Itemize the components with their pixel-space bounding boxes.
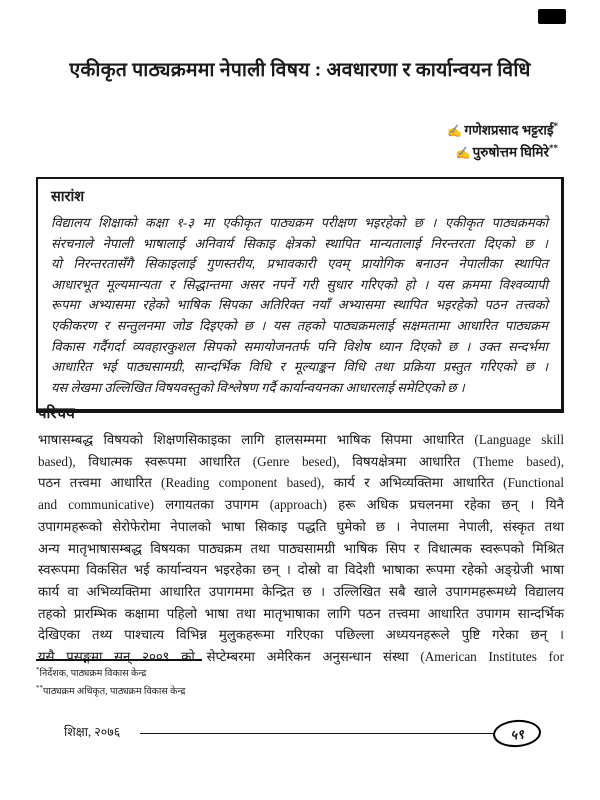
abstract-heading: सारांश [51,189,85,205]
footnote-mark: ** [36,684,43,692]
body-line: अन्य मातृभाषासम्बद्ध विषयका पाठ्यक्रम तथा पाठ्यसामग्री भाषिक सिप र विधात्मक स्वरूपको मिश्रित [38,540,564,556]
abstract-line: आधारित भई पाठ्यसामग्री, सान्दर्भिक विधि र मूल्याङ्कन विधि तथा प्रक्रिया प्रस्तुत गरिएको छ । [51,359,548,375]
abstract-line: यस लेखमा उल्लिखित विषयवस्तुको विश्लेषण गर्दै कार्यान्वयनका आधारलाई समेटिएको छ । [51,379,465,395]
footnote-separator-rule [36,659,202,661]
body-line: स्वरूपमा विकसित भई कार्यान्वयन भइरहेका छन् । दोस्रो वा विदेशी भाषाका रूपमा रहेको अङ्ग्रेजी भाषा [38,562,564,578]
author-line [447,119,558,141]
section-heading-parichaya: परिचय [38,406,75,422]
author-line [447,141,558,163]
journal-name-year: शिक्षा, २०७६ [64,725,121,739]
footnote-mark: * [36,666,40,674]
body-line: उपागमहरूको सेरोफेरोमा नेपालको भाषा सिकाइ पद्धति घुमेको छ । नेपालमा नेपाली, संस्कृत तथा [38,518,564,534]
abstract-line: रूपमा अभ्यासमा रहेको भाषिक सिपका अतिरिक्त नयाँ अभ्यासमा स्थापित भइरहेको पठन तत्त्वको [51,297,548,313]
body-line: and communicative) लगायतका उपागम (approach) हरू अधिक प्रचलनमा रहेका छन् । यिनै [38,497,564,513]
body-line: भाषासम्बद्ध विषयको शिक्षणसिकाइका लागि हालसम्ममा भाषिक सिपमा आधारित (Language skill [38,432,564,447]
abstract-line: यो निरन्तरतासँगै सिकाइलाई गुणस्तरीय, प्रभावकारी एवम् प्रायोगिक बनाउन नेपालीका स्थापित [51,256,548,272]
author-footnote-mark: * [553,121,558,131]
writer-icon: ✍ [455,145,471,160]
abstract-box [36,177,564,413]
body-line: यसै प्रसङ्गमा सन् २००९ को सेप्टेम्बरमा अमेरिकन अनुसन्धान संस्था (American Institutes for [38,649,564,665]
body-line: कार्य वा अभिव्यक्तिमा आधारित उपागममा केन्द्रित छ । उल्लिखित सबै खाले उपागमहरूमध्ये विद्यालय [38,583,564,599]
abstract-line: विद्यालय शिक्षाको कक्षा १-३ मा एकीकृत पाठ्यक्रम परीक्षण भइरहेको छ । एकीकृत पाठ्यक्रमको [51,215,548,230]
footnote [36,666,146,681]
author-name: गणेशप्रसाद भट्टराई [464,122,554,138]
body-line: based), विधात्मक स्वरूपमा आधारित (Genre besed), विषयक्षेत्रमा आधारित (Theme based), [38,453,564,469]
footer-rule [140,733,495,734]
footnote-text: पाठ्यक्रम अधिकृत, पाठ्यक्रम विकास केन्द्र [43,687,186,698]
abstract-line: एकीकरण र सन्तुलनमा जोड दिइएको छ । यस तहको पाठ्यक्रमलाई सक्षमतामा आधारित पाठ्यक्रम [51,317,548,333]
abstract-line: विकास गर्दैगर्दा व्यवहारकुशल सिपको समायोजनतर्फ पनि विशेष ध्यान दिएको छ । उक्त सन्दर्भमा [51,338,548,354]
writer-icon: ✍ [447,123,463,138]
abstract-line: आधारभूत मूल्यमान्यता र सिद्धान्तमा असर नपर्ने गरी सुधार गरिएको हो । यस क्रममा विश्वव्यापी [51,276,548,292]
author-block [447,119,558,163]
abstract-line: संरचनाले नेपाली भाषालाई अनिवार्य सिकाइ क्षेत्रको स्थापित मान्यतालाई निरन्तरता दिएको छ । [51,235,548,251]
author-name: पुरुषोत्तम घिमिरे [472,144,549,160]
body-paragraph [38,429,564,668]
footnote [36,684,185,699]
body-line: देखिएका तथ्य पाश्चात्य विभिन्न मुलुकहरूमा गरिएका पछिल्ला अध्ययनहरूले पुष्टि गरेका छन् । [38,627,564,643]
footnote-text: निर्देशक, पाठ्यक्रम विकास केन्द्र [39,669,147,680]
author-footnote-mark: ** [549,143,558,154]
article-title: एकीकृत पाठ्यक्रममा नेपाली विषय : अवधारणा र कार्यान्वयन विधि [69,60,531,81]
corner-tab-marker [538,9,566,24]
body-line: तहको प्रारम्भिक कक्षामा पहिलो भाषा तथा मातृभाषाका लागि पठन तत्त्वमा आधारित उपागम सान्दर्भिक [38,605,564,621]
page-number-badge [492,718,542,748]
body-line: पठन तत्त्वमा आधारित (Reading component based), कार्य र अभिव्यक्तिमा आधारित (Functional [38,475,564,491]
page-number: ५९ [509,726,525,742]
